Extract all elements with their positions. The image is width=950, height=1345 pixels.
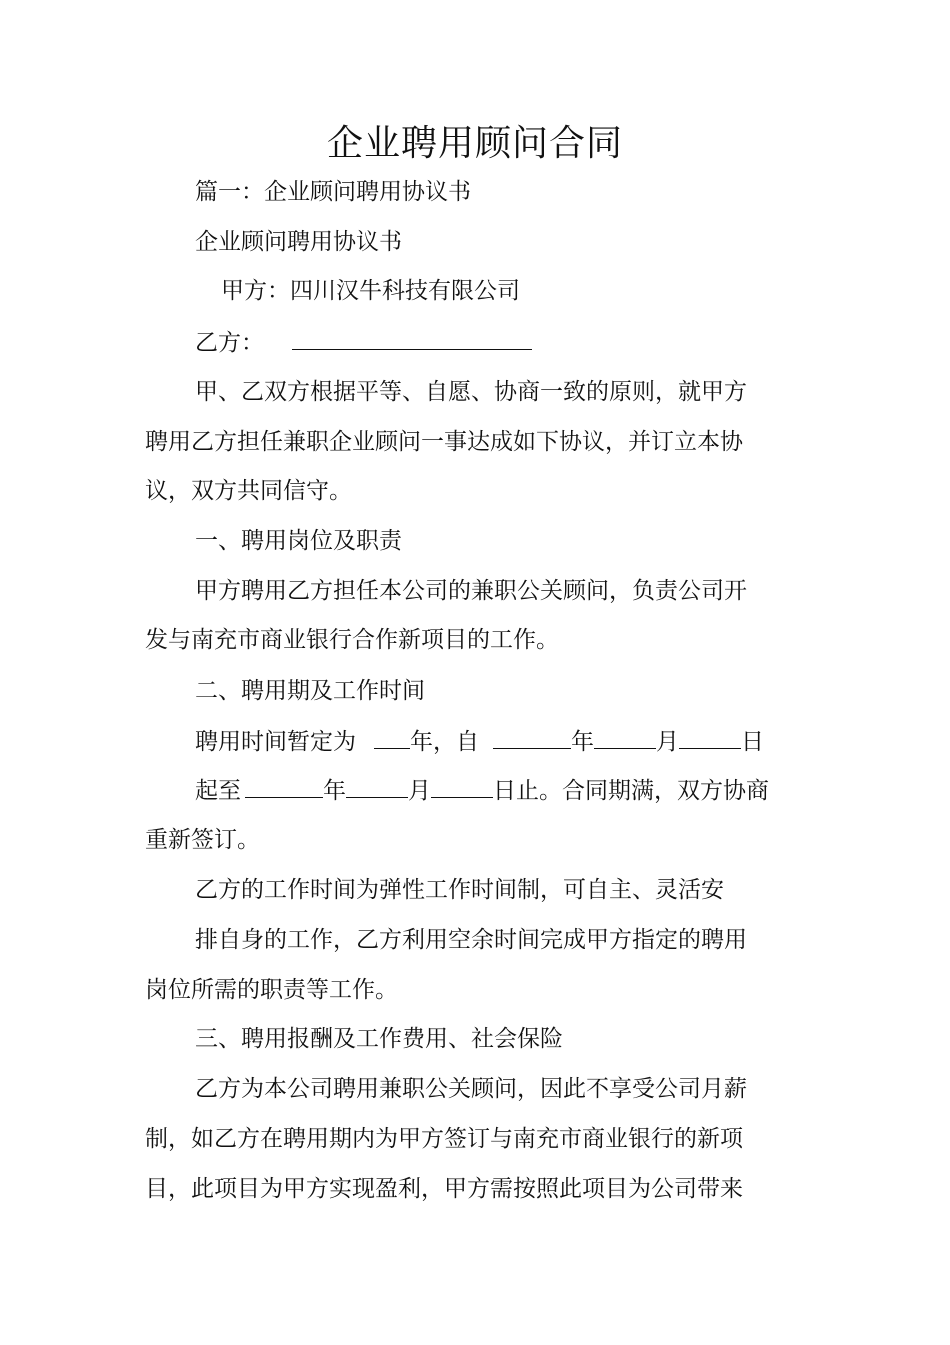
paragraph-line: 甲、乙双方根据平等、自愿、协商一致的原则，就甲方 [195,379,747,405]
party-a-line: 甲方：四川汉牛科技有限公司 [221,278,520,304]
paragraph-line: 重新签订。 [145,827,260,853]
term-text: 日止。合同期满，双方协商 [493,778,769,804]
start-day-blank[interactable] [679,724,741,749]
section-heading-compensation: 三、聘用报酬及工作费用、社会保险 [195,1026,563,1052]
term-text: 日 [741,729,764,755]
paragraph-line: 制，如乙方在聘用期内为甲方签订与南充市商业银行的新项 [145,1126,743,1152]
end-month-blank[interactable] [346,773,408,798]
section-heading-term: 二、聘用期及工作时间 [195,678,425,704]
paragraph-line: 甲方聘用乙方担任本公司的兼职公关顾问，负责公司开 [195,578,747,604]
paragraph-line: 目，此项目为甲方实现盈利，甲方需按照此项目为公司带来 [145,1176,743,1202]
paragraph-line: 岗位所需的职责等工作。 [145,977,398,1003]
end-day-blank[interactable] [431,773,493,798]
paragraph-line: 排自身的工作，乙方利用空余时间完成甲方指定的聘用 [195,927,747,953]
term-text: 年 [323,778,346,804]
years-blank[interactable] [374,724,410,749]
term-start-line [195,724,764,759]
end-year-blank[interactable] [245,773,323,798]
term-text: 年 [571,729,594,755]
paragraph-line: 议，双方共同信守。 [145,478,352,504]
section-heading-article-one: 篇一：企业顾问聘用协议书 [195,179,471,205]
agreement-subtitle: 企业顾问聘用协议书 [195,229,402,255]
term-label: 聘用时间暂定为 [195,729,356,755]
paragraph-line: 乙方为本公司聘用兼职公关顾问，因此不享受公司月薪 [195,1076,747,1102]
term-text: 起至 [195,778,241,804]
paragraph-line: 乙方的工作时间为弹性工作时间制，可自主、灵活安 [195,877,724,903]
party-b-name-blank[interactable] [292,325,532,350]
party-b-label: 乙方： [195,330,264,356]
start-month-blank[interactable] [594,724,656,749]
section-heading-position: 一、聘用岗位及职责 [195,528,402,554]
paragraph-line: 发与南充市商业银行合作新项目的工作。 [145,627,559,653]
document-title: 企业聘用顾问合同 [326,123,623,164]
term-text: 年，自 [410,729,479,755]
party-b-line [195,325,532,360]
paragraph-line: 聘用乙方担任兼职企业顾问一事达成如下协议，并订立本协 [145,429,743,455]
term-text: 月 [408,778,431,804]
term-end-line [195,773,769,808]
term-text: 月 [656,729,679,755]
start-year-blank[interactable] [493,724,571,749]
